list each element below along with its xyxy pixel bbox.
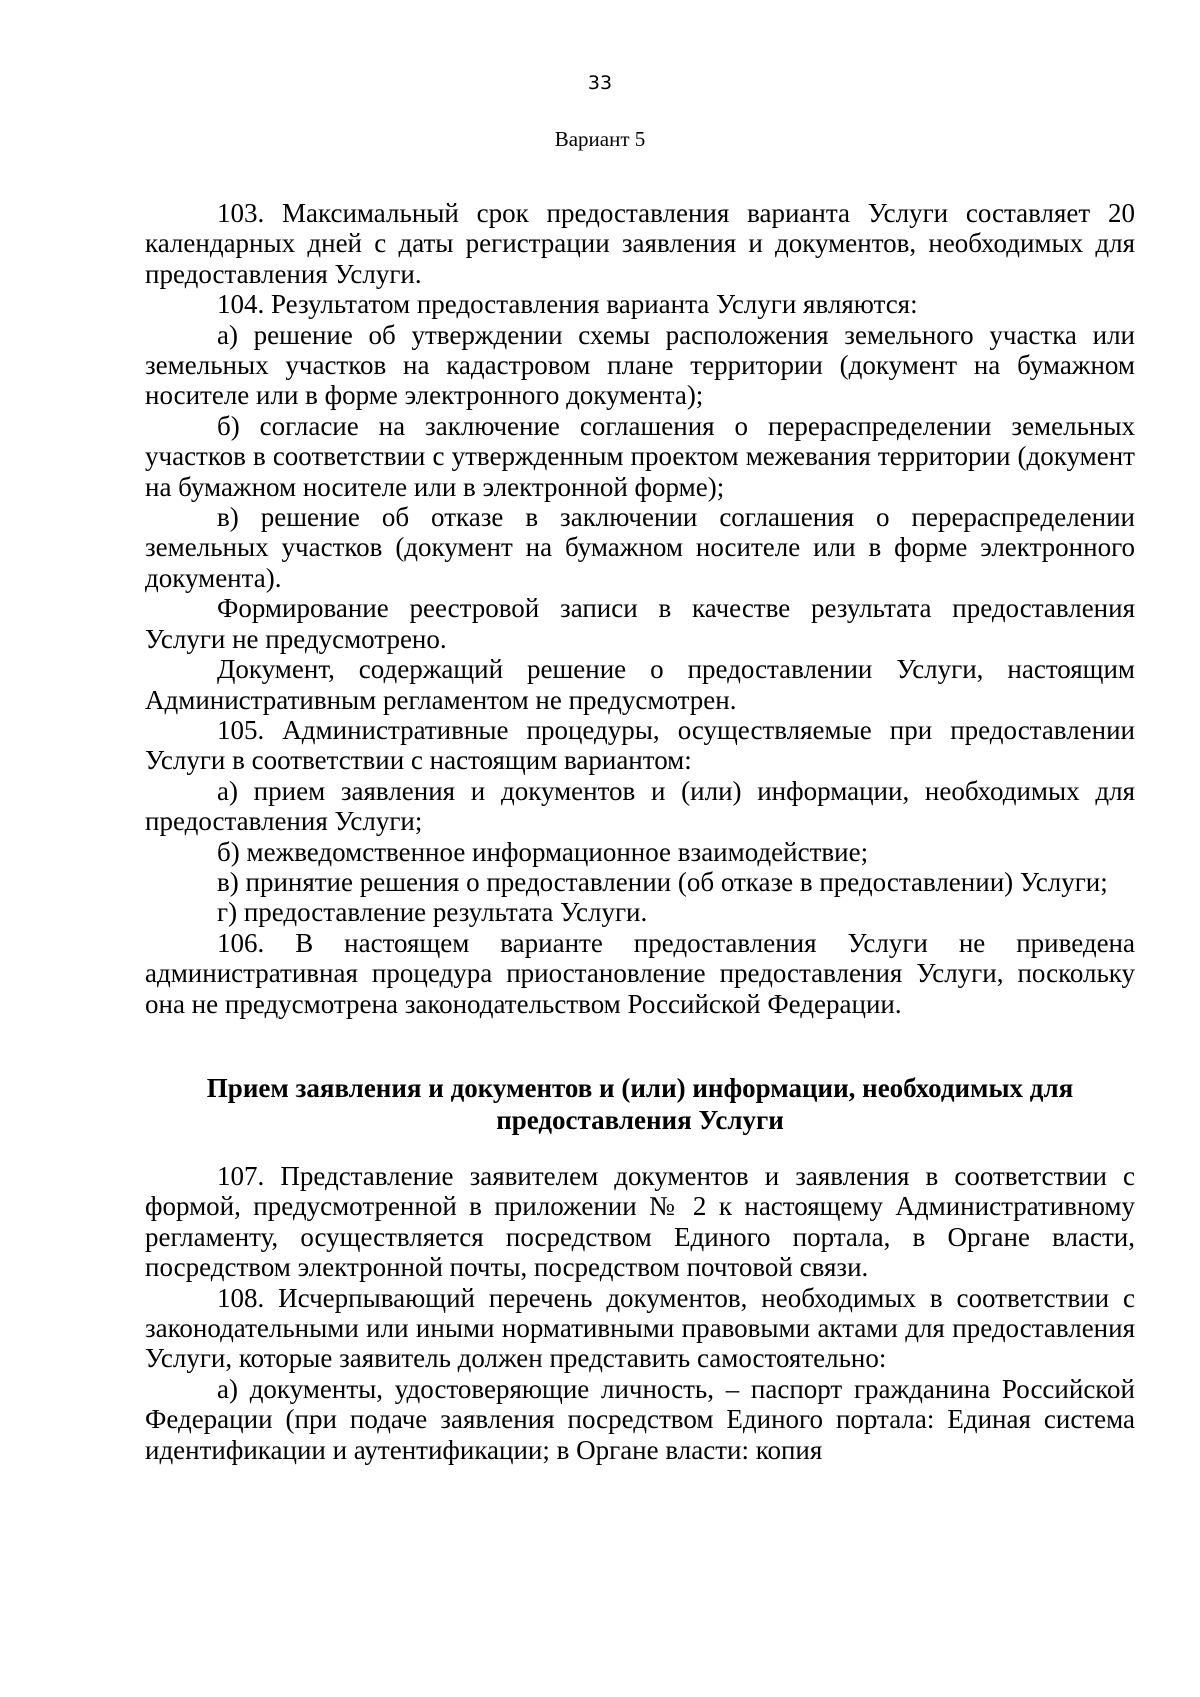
main-text: [145, 198, 1135, 1019]
list-item-104-a: а) решение об утверждении схемы расположения земельного участка или земельных участков на кадастровом плане территории (документ на бумажном носителе или в форме электронного документа);: [145, 319, 1135, 411]
list-item-105-d: г) предоставление результата Услуги.: [217, 897, 648, 928]
list-item-104-c: в) решение об отказе в заключении соглашения о перераспределении земельных участков (документ на бумажном носителе или в форме электронного документа).: [145, 502, 1135, 593]
section-text: [145, 1161, 1135, 1465]
paragraph-108: 108. Исчерпывающий перечень документов, необходимых в соответствии с законодательными или иными нормативными правовыми актами для предоставления Услуги, которые заявитель должен представить самостоятельно:: [145, 1282, 1135, 1374]
paragraph-decision-note: Документ, содержащий решение о предоставлении Услуги, настоящим Административным регламентом не предусмотрен.: [145, 654, 1135, 715]
list-item-105-c: в) принятие решения о предоставлении (об отказе в предоставлении) Услуги;: [217, 866, 1108, 897]
paragraph-104: 104. Результатом предоставления варианта Услуги являются:: [217, 289, 918, 320]
paragraph-registry-note: Формирование реестровой записи в качестве результата предоставления Услуги не предусмотрено.: [145, 593, 1135, 654]
variant-title: Вариант 5: [554, 127, 646, 151]
paragraph-105: 105. Административные процедуры, осуществляемые при предоставлении Услуги в соответствии с настоящим вариантом:: [145, 714, 1135, 776]
list-item-108-a: а) документы, удостоверяющие личность, – паспорт гражданина Российской Федерации (при подаче заявления посредством Единого портала: Единая система идентификации и аутентификации; в Органе власти: копия: [145, 1373, 1135, 1465]
list-item-105-a: а) прием заявления и документов и (или) информации, необходимых для предоставления Услуги;: [145, 775, 1135, 837]
section-heading: Прием заявления и документов и (или) информации, необходимых для предоставления Услуги: [206, 1073, 1074, 1135]
page-number: 33: [587, 72, 613, 94]
paragraph-106: 106. В настоящем варианте предоставления Услуги не приведена административная процедура приостановление предоставления Услуги, поскольку она не предусмотрена законодательством Российской Федерации.: [145, 927, 1135, 1019]
paragraph-107: 107. Представление заявителем документов и заявления в соответствии с формой, предусмотренной в приложении № 2 к настоящему Административному регламенту, осуществляется посредством Единого портала, в Органе власти, посредством электронной почты, посредством почтовой связи.: [145, 1161, 1135, 1283]
paragraph-103: 103. Максимальный срок предоставления варианта Услуги составляет 20 календарных дней с даты регистрации заявления и документов, необходимых для предоставления Услуги.: [145, 198, 1135, 289]
list-item-104-b: б) согласие на заключение соглашения о перераспределении земельных участков в соответствии с утвержденным проектом межевания территории (документ на бумажном носителе или в электронной форме);: [145, 410, 1135, 502]
list-item-105-b: б) межведомственное информационное взаимодействие;: [217, 836, 869, 867]
